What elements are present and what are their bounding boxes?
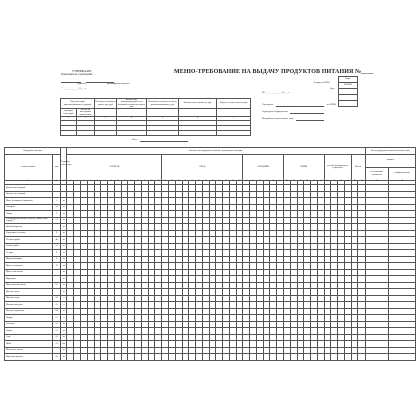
col-number: 20	[175, 180, 182, 185]
qty-head: Количество продуктов питания, подлежащих закладке	[67, 148, 365, 155]
col-number: 9	[101, 180, 108, 185]
group-head-diff: Перевес (недостаток) сумма	[217, 99, 251, 109]
col-number: 48	[365, 180, 388, 185]
product-name: Говядина	[5, 204, 53, 211]
col-number: 42	[324, 180, 331, 185]
product-code: 10	[52, 204, 60, 211]
product-name: Молоко сгущ.	[5, 295, 53, 302]
product-unit: кг	[61, 224, 67, 231]
org-line	[276, 106, 324, 107]
qty-cell	[290, 354, 297, 361]
group-num: 2	[77, 117, 95, 121]
qty-cell	[128, 354, 135, 361]
qty-cell	[175, 354, 182, 361]
total-head: Итого	[351, 154, 365, 180]
table-row	[5, 354, 416, 361]
col-number: 6	[81, 180, 88, 185]
col-number: 18	[162, 180, 169, 185]
qty-cell	[209, 354, 216, 361]
mol-label: Материально ответственное лицо	[262, 118, 294, 120]
date-label: Дата	[330, 88, 335, 90]
col-number: 29	[236, 180, 243, 185]
qty-cell	[297, 354, 304, 361]
qty-cell	[229, 354, 236, 361]
product-name: Масло сметанное	[5, 269, 53, 276]
col-number: 14	[135, 180, 142, 185]
product-code: 18	[52, 295, 60, 302]
page-title: МЕНЮ-ТРЕБОВАНИЕ НА ВЫДАЧУ ПРОДУКТОВ ПИТАНИЯ №____	[174, 69, 374, 75]
product-code: 9	[52, 250, 60, 257]
group-num: 6	[179, 117, 217, 121]
product-name: Маргарин	[5, 276, 53, 283]
product-unit: кг	[61, 263, 67, 270]
qty-cell	[304, 354, 311, 361]
date-line: На "___" __________ 20___ г.	[262, 92, 290, 94]
product-code: 15	[52, 315, 60, 322]
product-unit: кг	[61, 217, 67, 224]
product-name: Колбаса вареная	[5, 224, 53, 231]
col-number: 22	[189, 180, 196, 185]
cost-head: Расход продуктов питания (количество)	[365, 148, 415, 155]
col-number: 15	[141, 180, 148, 185]
qty-cell	[236, 354, 243, 361]
main-table	[4, 147, 416, 361]
col-number: 17	[155, 180, 162, 185]
meal-lunch: ОБЕД	[162, 154, 243, 180]
product-unit: кг	[61, 256, 67, 263]
meal-dinner: УЖИН	[283, 154, 324, 180]
col-number: 12	[121, 180, 128, 185]
mol-line	[296, 120, 324, 121]
product-name: Свежая рыба	[5, 243, 53, 250]
okud-code: 0504202	[339, 83, 358, 89]
col-number: 4	[67, 180, 74, 185]
product-name: Икра кабачковая	[5, 256, 53, 263]
qty-cell	[311, 354, 318, 361]
col-number: 25	[209, 180, 216, 185]
approval-subtitle: Руководитель учреждения	[61, 73, 93, 76]
qty-cell	[87, 354, 94, 361]
qty-cell	[101, 354, 108, 361]
qty-cell	[148, 354, 155, 361]
product-name: Сыр	[5, 334, 53, 341]
product-code: 40	[52, 237, 60, 244]
qty-cell	[243, 354, 250, 361]
col-number: 32	[256, 180, 263, 185]
product-unit: кг	[61, 289, 67, 296]
qty-cell	[114, 354, 121, 361]
group-sub-1: из них по категориям довольствия	[77, 109, 95, 117]
qty-cell	[344, 354, 351, 361]
group-total-label: Всего	[132, 139, 138, 141]
qty-cell	[94, 354, 101, 361]
approval-title: УТВЕРЖДАЮ	[72, 69, 92, 73]
qty-cell	[317, 354, 324, 361]
product-unit: кг	[61, 276, 67, 283]
col-number: 7	[87, 180, 94, 185]
product-code: 7	[52, 211, 60, 218]
qty-cell	[141, 354, 148, 361]
col-number: 1	[5, 180, 53, 185]
product-name: Масло сливочное	[5, 263, 53, 270]
qty-cell	[135, 354, 142, 361]
product-name: Сельдь	[5, 250, 53, 257]
col-number: 8	[94, 180, 101, 185]
group-head-actual: Фактическая стоимость, руб.	[179, 99, 217, 109]
col-number: 24	[202, 180, 209, 185]
product-name: Птица	[5, 211, 53, 218]
col-number: 26	[216, 180, 223, 185]
qty-cell	[351, 354, 358, 361]
product-code: 55	[52, 243, 60, 250]
okpo-label: по ОКПО	[327, 104, 337, 106]
qty-cell	[223, 354, 230, 361]
product-code: 17	[52, 217, 60, 224]
product-code: 19	[52, 341, 60, 348]
col-number: 35	[277, 180, 284, 185]
qty-cell	[324, 354, 331, 361]
issued-head: выдано	[365, 154, 415, 167]
col-number: 36	[283, 180, 290, 185]
product-name: Количество порций	[5, 185, 53, 192]
group-num: 5	[147, 117, 179, 121]
product-code: 16	[52, 302, 60, 309]
unit-line	[290, 113, 324, 114]
col-number: 37	[290, 180, 297, 185]
product-unit: шт	[61, 341, 67, 348]
form-label: Форма по ОКУД	[314, 82, 330, 84]
codes-box	[338, 76, 358, 107]
product-unit: кг	[61, 237, 67, 244]
product-unit: кг	[61, 347, 67, 354]
meal-breakfast: ЗАВТРАК	[67, 154, 162, 180]
product-code: 20	[52, 354, 60, 361]
product-name: Хлебная рыба	[5, 237, 53, 244]
product-name: Сметана	[5, 321, 53, 328]
qty-cell	[81, 354, 88, 361]
qty-cell	[256, 354, 263, 361]
group-num: 7	[217, 117, 251, 121]
qty-cell	[162, 354, 169, 361]
group-head-count: Плановая стоимость одного дня, руб.	[95, 99, 117, 109]
col-number: 43	[331, 180, 338, 185]
col-number: 47	[358, 180, 365, 185]
unit-label: Структурное подразделение	[262, 111, 289, 113]
product-code: 134	[52, 308, 60, 315]
col-number: 41	[317, 180, 324, 185]
qty-cell	[216, 354, 223, 361]
product-code: 1	[52, 198, 60, 205]
codes-head: Коды	[339, 77, 358, 83]
qty-cell	[74, 354, 81, 361]
product-name: Молоко пастериз.	[5, 302, 53, 309]
product-name: Мясо (говядина, баранина)	[5, 198, 53, 205]
qty-cell	[202, 354, 209, 361]
col-number: 40	[311, 180, 318, 185]
qty-cell	[365, 354, 388, 361]
org-label: Учреждение	[262, 104, 274, 106]
product-name: Масло растительное	[5, 282, 53, 289]
product-code: 18	[52, 334, 60, 341]
group-total-line	[140, 141, 188, 142]
col-number: 2	[52, 180, 60, 185]
product-unit: л	[61, 302, 67, 309]
qty-cell	[250, 354, 257, 361]
col-number: 13	[128, 180, 135, 185]
qty-cell	[388, 354, 415, 361]
qty-cell	[263, 354, 270, 361]
col-number: 34	[270, 180, 277, 185]
col-number: 10	[108, 180, 115, 185]
price-head: по плановой стоимости	[365, 167, 388, 180]
group-head-plan: Плановая стоимость по всем довольствующимся, руб.	[147, 99, 179, 109]
col-number: 11	[114, 180, 121, 185]
product-name: Творог	[5, 328, 53, 335]
product-unit: кг	[61, 328, 67, 335]
product-name: Кефир	[5, 315, 53, 322]
product-name: Выход - вес порций	[5, 191, 53, 198]
product-code: 17	[52, 328, 60, 335]
qty-cell	[189, 354, 196, 361]
product-unit: кг	[61, 204, 67, 211]
col-number: 3	[61, 180, 67, 185]
product-unit: кг	[61, 334, 67, 341]
product-name: Мука пшеничная	[5, 354, 53, 361]
product-name: Молоко сухое	[5, 289, 53, 296]
product-name: Молоко сгущенное	[5, 308, 53, 315]
qty-cell	[155, 354, 162, 361]
qty-cell	[108, 354, 115, 361]
product-unit: кг	[61, 211, 67, 218]
col-number: 45	[344, 180, 351, 185]
approval-sign-caption: (подпись)	[77, 83, 87, 85]
group-sub-0: суммарно категорий	[61, 109, 77, 117]
group-table	[60, 98, 251, 136]
col-number: 30	[243, 180, 250, 185]
product-unit: кг	[61, 230, 67, 237]
col-number: 16	[148, 180, 155, 185]
product-unit: кг	[61, 198, 67, 205]
unit-head: Единица измерения	[61, 148, 67, 181]
qty-cell	[283, 354, 290, 361]
product-code: 11	[52, 263, 60, 270]
product-unit: л	[61, 295, 67, 302]
product-code: 16	[52, 321, 60, 328]
approval-date: "___" __________ 20___ г.	[62, 88, 87, 90]
name-head: наименование	[5, 154, 53, 180]
product-name: Сардельки, сосиски	[5, 230, 53, 237]
group-head-code: Код категорий довольствующихся (группа)	[61, 99, 95, 109]
col-number: 46	[351, 180, 358, 185]
col-number: 19	[168, 180, 175, 185]
product-unit: кг	[61, 321, 67, 328]
group-num: 3	[95, 117, 117, 121]
product-code: 6	[52, 230, 60, 237]
product-name: Яйца	[5, 341, 53, 348]
product-code: 6	[52, 256, 60, 263]
product-unit: кг	[61, 354, 67, 361]
col-number: 5	[74, 180, 81, 185]
extra-code	[339, 101, 358, 107]
col-number: 44	[338, 180, 345, 185]
product-unit: кг	[61, 269, 67, 276]
group-num: 1	[61, 117, 77, 121]
col-number: 39	[304, 180, 311, 185]
actual-head: по фактической	[388, 167, 415, 180]
qty-cell	[358, 354, 365, 361]
qty-cell	[67, 354, 74, 361]
col-number: 23	[196, 180, 203, 185]
qty-cell	[121, 354, 128, 361]
product-unit: кг	[61, 243, 67, 250]
product-unit: кг	[61, 282, 67, 289]
qty-cell	[182, 354, 189, 361]
qty-cell	[331, 354, 338, 361]
group-head-count2: Количество довольствующихся по плановой стоимости одного дня	[117, 99, 146, 108]
qty-cell	[196, 354, 203, 361]
group-num: 4	[117, 117, 147, 121]
product-unit: кг	[61, 308, 67, 315]
col-number: 21	[182, 180, 189, 185]
product-code: 13	[52, 282, 60, 289]
product-name: Молочные смеси	[5, 347, 53, 354]
qty-cell	[270, 354, 277, 361]
staff-head: для обслуживающего персонала	[324, 154, 351, 180]
col-number: 38	[297, 180, 304, 185]
product-unit: л	[61, 315, 67, 322]
product-head: Продукты питания	[5, 148, 61, 155]
product-unit: кг	[61, 250, 67, 257]
qty-cell	[277, 354, 284, 361]
qty-cell	[168, 354, 175, 361]
col-number: 49	[388, 180, 415, 185]
meal-snack: ПОЛДНИК	[243, 154, 284, 180]
product-name: Субпродукты мясные (печень, почки, язык, сердце)	[5, 217, 53, 224]
approval-decode-caption: (расшифровка подписи)	[107, 83, 130, 85]
code-head: код	[52, 154, 60, 180]
col-number: 28	[229, 180, 236, 185]
col-number: 33	[263, 180, 270, 185]
col-number: 27	[223, 180, 230, 185]
qty-cell	[338, 354, 345, 361]
col-number: 31	[250, 180, 257, 185]
